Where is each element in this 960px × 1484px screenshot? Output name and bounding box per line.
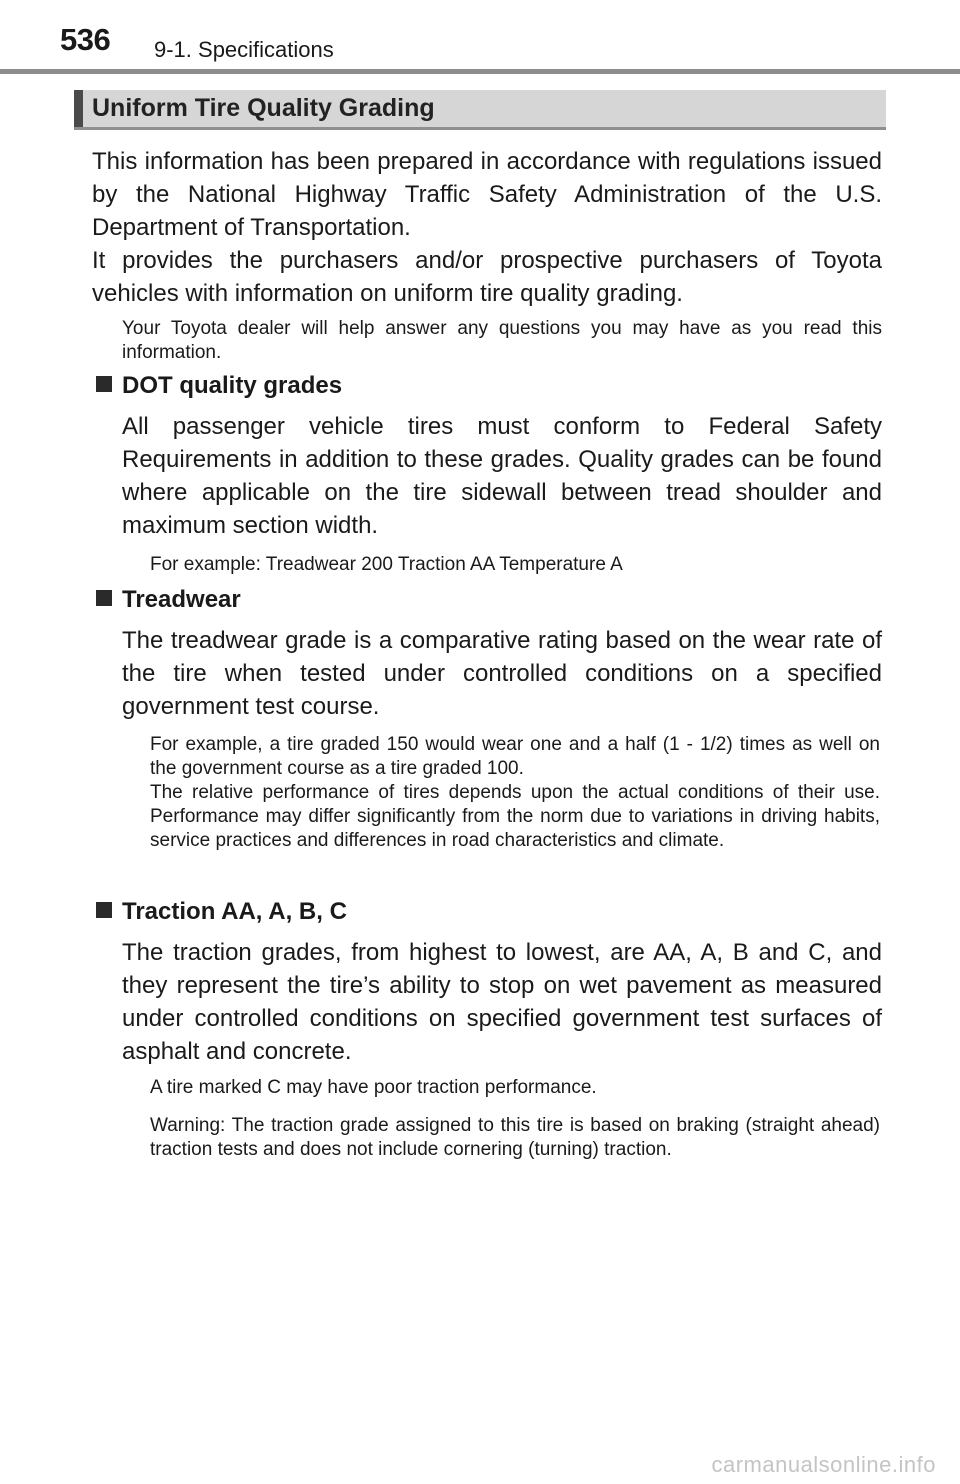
section-heading-bar	[74, 90, 886, 130]
treadwear-note-1: For example, a tire graded 150 would wear one and a half (1 - 1/2) times as well on the government course as a tire graded 100.	[150, 734, 880, 779]
watermark: carmanualsonline.info	[711, 1452, 936, 1477]
section-accent	[74, 90, 83, 127]
square-bullet-icon	[96, 376, 112, 392]
intro-paragraph-1: This information has been prepared in accordance with regulations issued by the National Highway Traffic Safety Administration of the U.S. Department of Transportation.	[92, 148, 882, 241]
header-divider	[0, 69, 960, 74]
traction-body: The traction grades, from highest to lowest, are AA, A, B and C, and they represent the tire’s ability to stop on wet pavement as measured under controlled conditions on specified government test surfaces of asphalt and concrete.	[122, 939, 882, 1065]
treadwear-note-2: The relative performance of tires depends upon the actual conditions of their use. Performance may differ significantly from the norm due to variations in driving habits, service practices and differences in road characteristics and climate.	[150, 782, 880, 851]
traction-heading	[96, 898, 347, 932]
intro-note: Your Toyota dealer will help answer any questions you may have as you read this information.	[122, 318, 882, 363]
treadwear-heading	[96, 586, 241, 620]
treadwear-body: The treadwear grade is a comparative rating based on the wear rate of the tire when tested under controlled conditions on a specified government test course.	[122, 627, 882, 720]
square-bullet-icon	[96, 902, 112, 918]
page-number: 536	[60, 22, 111, 57]
treadwear-heading-text: Treadwear	[122, 586, 241, 613]
intro-paragraph-2: It provides the purchasers and/or prospective purchasers of Toyota vehicles with information on uniform tire quality grading.	[92, 247, 882, 307]
traction-note-1: A tire marked C may have poor traction performance.	[150, 1077, 597, 1098]
dot-example: For example: Treadwear 200 Traction AA Temperature A	[150, 554, 623, 575]
dot-heading	[96, 372, 342, 406]
chapter-title: 9-1. Specifications	[154, 37, 334, 62]
page-header	[0, 0, 960, 76]
dot-body: All passenger vehicle tires must conform to Federal Safety Requirements in addition to these grades. Quality grades can be found where applicable on the tire sidewall between tread shoulder and maximum section width.	[122, 413, 882, 539]
square-bullet-icon	[96, 590, 112, 606]
dot-heading-text: DOT quality grades	[122, 372, 343, 399]
traction-note-2: Warning: The traction grade assigned to this tire is based on braking (straight ahead) traction tests and does not include cornering (turning) traction.	[150, 1115, 880, 1160]
section-title: Uniform Tire Quality Grading	[92, 94, 435, 122]
traction-heading-text: Traction AA, A, B, C	[122, 898, 347, 925]
